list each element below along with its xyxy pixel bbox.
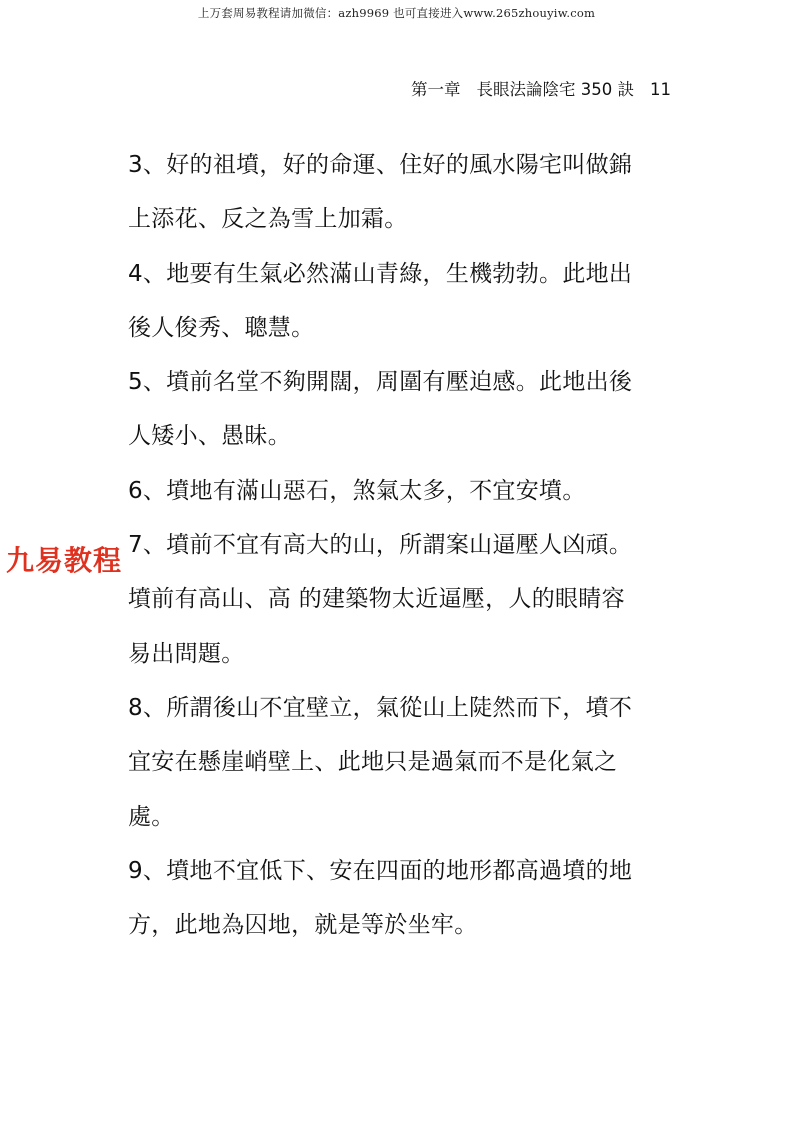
text-line: 5、墳前名堂不夠開闊，周圍有壓迫感。此地出後 [128, 369, 633, 396]
text-line: 宜安在懸崖峭壁上、此地只是過氣而不是化氣之 [128, 749, 618, 776]
text-line: 9、墳地不宜低下、安在四面的地形都高過墳的地 [128, 857, 633, 884]
body-text [128, 138, 673, 952]
text-line: 6、墳地有滿山惡石，煞氣太多，不宜安墳。 [128, 477, 586, 504]
text-line: 處。 [128, 803, 175, 830]
text-line: 方，此地為囚地，就是等於坐牢。 [128, 912, 478, 939]
chapter-title: 長眼法論陰宅 350 訣 [476, 80, 634, 99]
top-banner: 上万套周易教程请加微信：azh9969 也可直接进入www.265zhouyiw.com [197, 6, 596, 20]
text-line: 後人俊秀、聰慧。 [128, 314, 315, 341]
page-number: 11 [650, 80, 671, 99]
text-line: 3、好的祖墳，好的命運、住好的風水陽宅叫做錦 [128, 152, 633, 178]
running-header [411, 76, 671, 100]
text-line: 上添花、反之為雪上加霜。 [128, 206, 408, 233]
text-line: 墳前有高山、高 的建築物太近逼壓，人的眼睛容 [128, 586, 625, 613]
text-line: 8、所謂後山不宜壁立，氣從山上陡然而下，墳不 [128, 694, 633, 721]
text-line: 人矮小、愚昧。 [128, 423, 292, 450]
text-line: 易出問題。 [128, 640, 245, 667]
chapter-label: 第一章 [411, 80, 461, 99]
text-line: 7、墳前不宜有高大的山，所謂案山逼壓人凶頑。 [128, 532, 633, 559]
watermark-logo: 九易教程 [6, 544, 123, 577]
text-line: 4、地要有生氣必然滿山青綠，生機勃勃。此地出 [128, 260, 633, 287]
